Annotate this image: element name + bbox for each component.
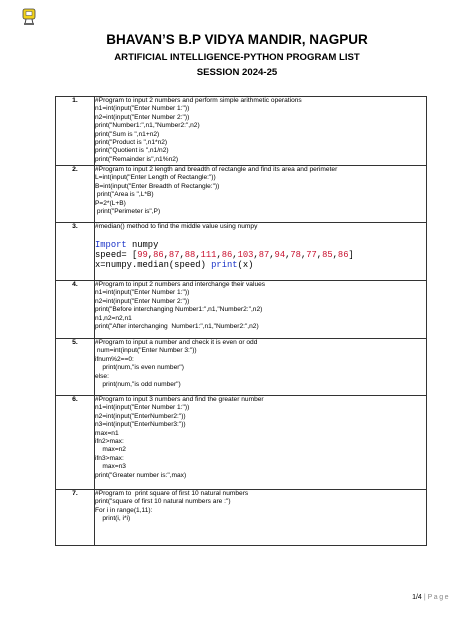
program-number: 4. (56, 281, 95, 339)
code-line: print("Product is ",n1*n2) (95, 139, 168, 147)
code-line: L=int(input("Enter Length of Rectangle:")) (95, 174, 216, 182)
code-line: P=2*(L+B) (95, 199, 126, 207)
code-line: #Program to input a number and check it is even or odd (95, 339, 258, 346)
code-line: print("Sum is ",n1+n2) (95, 130, 160, 138)
page-footer (412, 594, 450, 601)
school-logo-icon (22, 8, 36, 26)
document-header (0, 32, 474, 79)
code-line: print("Quotient is ",n1/n2) (95, 147, 169, 155)
table-row (56, 490, 427, 546)
code-line: print("Perimeter is",P) (95, 208, 161, 216)
table-row (56, 396, 427, 490)
code-line: n1=int(input("Enter Number 1:")) (95, 404, 190, 412)
program-number: 3. (56, 223, 95, 281)
program-code (95, 97, 427, 166)
code-line: ifn3>max: (95, 454, 124, 462)
code-line: n2=int(input("EnterNumber2:")) (95, 412, 186, 420)
code-line: print("Greater number is:",max) (95, 471, 187, 479)
code-line: print("Area is ",L*B) (95, 191, 154, 199)
table-row (56, 339, 427, 396)
code-line: n1=int(input("Enter Number 1:")) (95, 289, 190, 297)
code-line: print("Remainder is",n1%n2) (95, 155, 179, 163)
footer-separator: | (423, 594, 426, 601)
program-number: 5. (56, 339, 95, 396)
page-label: Page (427, 594, 450, 601)
code-line: max=n2 (95, 446, 126, 454)
code-line: Import numpy (95, 239, 159, 250)
code-line: #Program to input 3 numbers and find the greater number (95, 396, 264, 403)
code-line: n2=int(input("Enter Number 2:")) (95, 297, 190, 305)
program-code (95, 339, 427, 396)
table-row (56, 166, 427, 223)
session-label: SESSION 2024-25 (196, 67, 278, 78)
code-line: max=n1 (95, 429, 119, 437)
code-line: speed= [99,86,87,88,111,86,103,87,94,78,77,85,86] (95, 249, 354, 260)
code-line: n1=int(input("Enter Number 1:")) (95, 105, 190, 113)
code-line: print("Before interchanging Number1:",n1,"Number2:",n2) (95, 306, 263, 314)
code-line: ifn2>max: (95, 438, 124, 446)
program-number: 2. (56, 166, 95, 223)
code-line: #Program to input 2 length and breadth of rectangle and find its area and perimeter (95, 166, 338, 173)
code-line: x=numpy.median(speed) print(x) (95, 259, 254, 270)
table-row (56, 281, 427, 339)
code-line: else: (95, 372, 109, 380)
program-code (95, 281, 427, 339)
code-line: #median() method to find the middle value using numpy (95, 223, 258, 230)
program-code (95, 396, 427, 490)
code-line: For i in range(1,11): (95, 506, 153, 514)
program-list-table (55, 96, 427, 546)
code-line: ifnum%2==0: (95, 355, 134, 363)
document-subtitle: ARTIFICIAL INTELLIGENCE-PYTHON PROGRAM LIST (114, 52, 360, 63)
code-line: print(num,"is odd number") (95, 381, 181, 389)
program-code (95, 490, 427, 546)
code-line: n2=int(input("Enter Number 2:")) (95, 113, 190, 121)
table-row (56, 97, 427, 166)
code-line: #Program to input 2 numbers and perform simple arithmetic operations (95, 97, 302, 104)
program-number: 1. (56, 97, 95, 166)
table-row (56, 223, 427, 281)
school-name: BHAVAN’S B.P VIDYA MANDIR, NAGPUR (106, 32, 368, 47)
program-code (95, 166, 427, 223)
code-line: B=int(input("Enter Breadth of Rectangle:")) (95, 182, 220, 190)
code-line: num=int(input("Enter Number 3:")) (95, 347, 197, 355)
program-number: 6. (56, 396, 95, 490)
code-line: #Program to print square of first 10 natural numbers (95, 490, 249, 497)
program-code (95, 223, 427, 281)
code-line: print("square of first 10 natural numbers are :") (95, 498, 231, 506)
code-line: print(num,"is even number") (95, 364, 184, 372)
code-line: n3=int(input("EnterNumber3:")) (95, 421, 186, 429)
page-number: 1/4 (412, 594, 422, 601)
code-line (95, 231, 426, 239)
code-line: n1,n2=n2,n1 (95, 314, 132, 322)
program-number: 7. (56, 490, 95, 546)
code-line: print(i, i*i) (95, 515, 131, 523)
code-line: print("After interchanging Number1:",n1,"Number2:",n2) (95, 323, 259, 331)
code-line: max=n3 (95, 463, 126, 471)
code-line: #Program to input 2 numbers and interchange their values (95, 281, 266, 288)
code-line: print("Number1:",n1,"Number2:",n2) (95, 122, 200, 130)
